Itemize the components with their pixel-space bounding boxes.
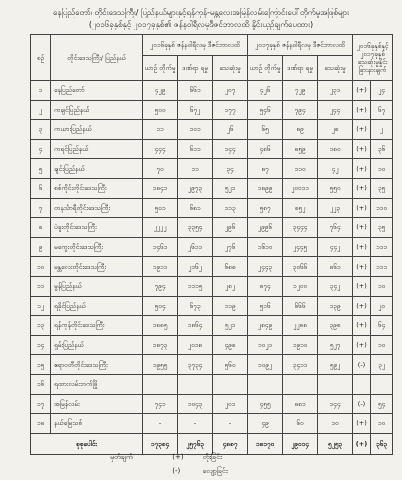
injured-2016: ၂၆၁၁ (178, 237, 213, 257)
header-injured-2017: ဒဏ်ရာ ရမှု (283, 56, 318, 81)
table-row (31, 159, 393, 179)
table-row (31, 218, 393, 238)
injured-2016: ၂၀၁၈ (178, 335, 213, 355)
death-diff: ၂ (371, 120, 393, 140)
region-name: ရှမ်းပြည်နယ် (51, 335, 143, 355)
deaths-2017: ၄၄၂ (318, 237, 353, 257)
deaths-2017: ၂၈ (318, 120, 353, 140)
deaths-2017: ၁၀ (318, 414, 353, 434)
total-injured-2017: ၂၉၀၁၄ (283, 433, 318, 454)
death-diff: ၁၀ (371, 276, 393, 296)
accidents-2016: ၂၂၂၂ (143, 218, 178, 238)
death-diff: ၃၅ (371, 178, 393, 198)
injured-2017: ၁၉၁၀ (283, 335, 318, 355)
diff-sign: (+) (353, 237, 371, 257)
total-label: စုစုပေါင်း (31, 433, 143, 454)
deaths-2017: ၂၃၁ (318, 81, 353, 101)
accidents-2017: ၆၅ (248, 120, 283, 140)
region-name: အမြန်လမ်း (51, 394, 143, 414)
row-number: ၆ (31, 178, 51, 198)
report-subtitle: (၂၀၁၆ခုနှစ်နှင့် ၂၀၁၇ခုနှစ်၏ ဇန်နဝါရီလမှဒီဇင်ဘာလထိ နှိုင်းယှဉ်ချက်ပေထား) (88, 20, 314, 29)
total-accidents-2016: ၁၇၃၈၄ (143, 433, 178, 454)
header-deaths-2017: သေဆုံးမှု (318, 56, 353, 81)
legend-plus-symbol: (+) (172, 453, 184, 461)
accidents-2017: ၁၆၁၀ (248, 237, 283, 257)
row-number: ၈ (31, 218, 51, 238)
accidents-2017: ၈၇၄ (248, 276, 283, 296)
accidents-2016: ၄၂၉ (143, 81, 178, 101)
accidents-2016: ၁၄၆၁ (143, 237, 178, 257)
injured-2016: ၆၆၁ (178, 81, 213, 101)
injured-2017: ၃၄၁၁ (283, 355, 318, 375)
injured-2017: ၆၆၆ (283, 296, 318, 316)
death-diff (371, 374, 393, 394)
injured-2016: ၁၁၁၅ (178, 276, 213, 296)
injured-2016: - (178, 414, 213, 434)
injured-2017: ၁၂၀၀ (283, 276, 318, 296)
accidents-2017 (248, 374, 283, 394)
deaths-2016: ၁၄၄ (213, 139, 248, 159)
diff-sign: (+) (353, 218, 371, 238)
table-row (31, 120, 393, 140)
region-name: ပဲခူးတိုင်းဒေသကြီး (51, 218, 143, 238)
legend-plus (110, 453, 222, 462)
total-deaths-2016: ၄၈၈၇ (213, 433, 248, 454)
injured-2017: ၇၂၉ (283, 81, 318, 101)
row-number: ၁၆ (31, 374, 51, 394)
injured-2016 (178, 374, 213, 394)
deaths-2016: ၁၁၉ (213, 296, 248, 316)
injured-2017: ၂၄၄၅ (283, 237, 318, 257)
deaths-2017: ၃၄၂ (318, 276, 353, 296)
accidents-2016: ၇၄၁ (143, 394, 178, 414)
death-diff: ၆၄ (371, 316, 393, 336)
accidents-2017: ၄၉ (248, 414, 283, 434)
table-row (31, 276, 393, 296)
row-number: ၁၄ (31, 335, 51, 355)
deaths-2017: ၁၃၉ (318, 296, 353, 316)
header-compare: ၂၀၁၆ခုနှစ်နှင့် ၂၀၁၇ခုနှစ် သေဆုံးမှုနှိုင်း ခြားနားချက် (353, 35, 393, 81)
region-name: နေပြည်တော် (51, 81, 143, 101)
injured-2016: ၁၁ (178, 159, 213, 179)
deaths-2016: ၂၀၁ (213, 394, 248, 414)
death-diff: ၃၅ (371, 218, 393, 238)
total-sign: (+) (353, 433, 371, 454)
accidents-2016: - (143, 414, 178, 434)
injured-2016: ၆၇၂ (178, 100, 213, 120)
deaths-2016: ၄၉၈ (213, 335, 248, 355)
diff-sign: (+) (353, 198, 371, 218)
deaths-2017: ၂၂၃ (318, 198, 353, 218)
table-row (31, 198, 393, 218)
accidents-2017: ၅၄၆ (248, 100, 283, 120)
accidents-2017: ၄၈၆ (248, 139, 283, 159)
deaths-2016: ၅၂၁ (213, 178, 248, 198)
table-row (31, 81, 393, 101)
deaths-2016: ၂၇၆ (213, 237, 248, 257)
deaths-2017 (318, 374, 353, 394)
legend-minus-symbol: (-) (172, 467, 181, 475)
death-diff: ၁၁၁ (371, 237, 393, 257)
row-number: ၁ (31, 81, 51, 101)
accidents-2017: ၄၅၅ (248, 394, 283, 414)
accidents-2016: ၄၄၄ (143, 139, 178, 159)
injured-2017: ၈၈၁ (283, 394, 318, 414)
injured-2016: ၁၀၄၃ (178, 394, 213, 414)
accident-table (30, 34, 393, 455)
death-diff: ၂၀ (371, 296, 393, 316)
injured-2016: ၁၈၆၄ (178, 316, 213, 336)
legend-minus (110, 467, 228, 476)
deaths-2017: ၁၈၀ (318, 139, 353, 159)
injured-2016: ၁၀၁ (178, 120, 213, 140)
death-diff: ၁၁၀ (371, 198, 393, 218)
injured-2017: ၈၅၂ (283, 198, 318, 218)
row-number: ၅ (31, 159, 51, 179)
header-region: တိုင်းဒေသကြီး/ ပြည်နယ် (51, 35, 143, 81)
table-row (31, 316, 393, 336)
total-deaths-2017: ၅၂၅၃ (318, 433, 353, 454)
accidents-2016: ၅၀၄ (143, 296, 178, 316)
death-diff: ၁၀ (371, 159, 393, 179)
injured-2016: ၆၁၁ (178, 139, 213, 159)
region-name: ရထားလမ်းဘက်ဖြို (51, 374, 143, 394)
accidents-2016: ၁၈၈၅ (143, 316, 178, 336)
accidents-2016: ၅၀၀ (143, 100, 178, 120)
deaths-2017: ၂၄၄ (318, 100, 353, 120)
accidents-2016: ၅၀၁ (143, 198, 178, 218)
header-2016: ၂၀၁၆ခုနှစ် ဇန်နဝါရီလမှ ဒီဇင်ဘာလထိ (143, 35, 248, 56)
injured-2016: ၃၇၃၄ (178, 355, 213, 375)
diff-sign: (+) (353, 414, 371, 434)
accidents-2017: ၅၈၇ (248, 198, 283, 218)
accidents-2016 (143, 374, 178, 394)
accidents-2016: ၁၈၄၁ (143, 178, 178, 198)
table-row (31, 100, 393, 120)
region-name: ရခိုင်ပြည်နယ် (51, 296, 143, 316)
row-number: ၁၂ (31, 296, 51, 316)
diff-sign: (+) (353, 335, 371, 355)
row-number: ၃ (31, 120, 51, 140)
region-name: ရန်ကုန်တိုင်းဒေသကြီး (51, 316, 143, 336)
table-row (31, 139, 393, 159)
legend-plus-text: တိုးခြင်း (202, 453, 222, 461)
header-deaths-2016: သေဆုံးမှု (213, 56, 248, 81)
accidents-2017: ၁၀၉၂ (248, 355, 283, 375)
region-name: ဧရာဝတီတိုင်းဒေသကြီး (51, 355, 143, 375)
table-row (31, 374, 393, 394)
accidents-2016: ၁၁ (143, 120, 178, 140)
injured-2017: ၂၀၀၁၁ (283, 178, 318, 198)
injured-2017: ၇၉၄ (283, 100, 318, 120)
row-number: ၇ (31, 198, 51, 218)
accidents-2016: ၁၉၁၁ (143, 257, 178, 277)
diff-sign: (+) (353, 296, 371, 316)
injured-2016: ၆၈၁ (178, 198, 213, 218)
row-number: ၁၈ (31, 414, 51, 434)
region-name: မကွေးတိုင်းဒေသကြီး (51, 237, 143, 257)
total-accidents-2017: ၁၈၁၇၀ (248, 433, 283, 454)
death-diff: ၃၂ (371, 355, 393, 375)
injured-2017: ၂၂၈၈ (283, 316, 318, 336)
diff-sign: (+) (353, 159, 371, 179)
injured-2017: ၃၄၄၄ (283, 218, 318, 238)
injured-2017 (283, 374, 318, 394)
injured-2017: ၁၁၀ (283, 159, 318, 179)
injured-2017: ၆၀ (283, 414, 318, 434)
accidents-2016: ၇၀ (143, 159, 178, 179)
region-name: တနင်္သာရီတိုင်းဒေသကြီး (51, 198, 143, 218)
region-name: မန္တလေးတိုင်းဒေသကြီး (51, 257, 143, 277)
table-row (31, 178, 393, 198)
death-diff: ၁၁၁ (371, 257, 393, 277)
deaths-2017: ၃၉၈ (318, 316, 353, 336)
region-name: ချင်းပြည်နယ် (51, 159, 143, 179)
region-name: ကချင်ပြည်နယ် (51, 100, 143, 120)
death-diff: ၃၆ (371, 139, 393, 159)
deaths-2016: - (213, 414, 248, 434)
deaths-2017: ၈၆၁ (318, 257, 353, 277)
death-diff: ၁၀ (371, 414, 393, 434)
death-diff: ၅၄ (371, 394, 393, 414)
table-row (31, 257, 393, 277)
accidents-2017: ၈၇ (248, 159, 283, 179)
deaths-2016: ၆၈၈ (213, 257, 248, 277)
injured-2017: ၃၀၆၆ (283, 257, 318, 277)
table-row (31, 296, 393, 316)
accidents-2016: ၁၈၇၃ (143, 335, 178, 355)
deaths-2016: ၃၄ (213, 159, 248, 179)
row-number: ၂ (31, 100, 51, 120)
diff-sign: (+) (353, 120, 371, 140)
row-number: ၁၁ (31, 276, 51, 296)
table-row (31, 394, 393, 414)
deaths-2017: ၇၆၄ (318, 218, 353, 238)
deaths-2016 (213, 374, 248, 394)
row-number: ၁၃ (31, 316, 51, 336)
header-2017: ၂၀၁၇ခုနှစ် ဇန်နဝါရီလမှ ဒီဇင်ဘာလထိ (248, 35, 353, 56)
deaths-2016: ၅၂၁ (213, 316, 248, 336)
injured-2016: ၃၃၅၄ (178, 218, 213, 238)
region-name: ကယားပြည်နယ် (51, 120, 143, 140)
table-row (31, 335, 393, 355)
region-name: မွန်ပြည်နယ် (51, 276, 143, 296)
accidents-2017: ၂၉၉၆ (248, 218, 283, 238)
accidents-2017: ၂၈၄၉ (248, 316, 283, 336)
total-injured-2016: ၂၅၇၆၃ (178, 433, 213, 454)
deaths-2016: ၂၀၇ (213, 81, 248, 101)
death-diff: ၁၀ (371, 335, 393, 355)
table-row (31, 355, 393, 375)
deaths-2017: ၄၂ (318, 159, 353, 179)
legend-label: မှတ်ချက် (110, 453, 133, 461)
table-body (31, 81, 393, 434)
legend-minus-text: လျော့ခြင်း (202, 467, 228, 475)
table-row (31, 414, 393, 434)
diff-sign: (-) (353, 355, 371, 375)
injured-2017: ၈၉ (283, 120, 318, 140)
injured-2016: ၂၁၆၂ (178, 257, 213, 277)
row-number: ၁၅ (31, 355, 51, 375)
death-diff: ၂၄ (371, 81, 393, 101)
deaths-2017: ၁၄၄ (318, 394, 353, 414)
diff-sign: (+) (353, 139, 371, 159)
total-diff: ၃၆၃ (371, 433, 393, 454)
accidents-2017: ၁၈၉၉ (248, 178, 283, 198)
diff-sign: (-) (353, 394, 371, 414)
deaths-2016: ၂၈၂ (213, 276, 248, 296)
deaths-2016: ၂၉၆ (213, 218, 248, 238)
accidents-2016: ၇၉၄ (143, 276, 178, 296)
accidents-2016: ၁၉၅၅ (143, 355, 178, 375)
table-row (31, 237, 393, 257)
row-number: ၄ (31, 139, 51, 159)
injured-2016: ၂၉၇၃ (178, 178, 213, 198)
diff-sign: (+) (353, 178, 371, 198)
deaths-2017: ၅၉၂ (318, 355, 353, 375)
injured-2017: ၈၅၉ (283, 139, 318, 159)
accidents-2017: ၁၀၂၁ (248, 335, 283, 355)
diff-sign: (+) (353, 257, 371, 277)
deaths-2016: ၁၁၃ (213, 198, 248, 218)
header-accidents-2016: ယာဉ် တိုက်မှု (143, 56, 178, 81)
diff-sign: (+) (353, 276, 371, 296)
accidents-2017: ၅၁၆ (248, 296, 283, 316)
accidents-2017: ၂၄၄၃ (248, 257, 283, 277)
accidents-2017: ၄၂၆ (248, 81, 283, 101)
report-title: နေပြည်တော်၊ တိုင်းဒေသကြီး/ ပြည်နယ်များနှင့်ရန်ကုန်-မန္တလေးအမြန်လမ်းကြောင်းပေါ်တိုက်မှုအဖြစ်များ (53, 8, 349, 17)
header-accidents-2017: ယာဉ် တိုက်မှု (248, 56, 283, 81)
row-number: ၉ (31, 237, 51, 257)
deaths-2016: ၂၆ (213, 120, 248, 140)
diff-sign: (+) (353, 100, 371, 120)
deaths-2017: ၅၅၀ (318, 178, 353, 198)
row-number: ၁၀ (31, 257, 51, 277)
region-name: စစ်ကိုင်းတိုင်းဒေသကြီး (51, 178, 143, 198)
diff-sign (353, 374, 371, 394)
total-row (31, 433, 393, 454)
row-number: ၁၇ (31, 394, 51, 414)
deaths-2016: ၁၇၇ (213, 100, 248, 120)
region-name: ကရင်ပြည်နယ် (51, 139, 143, 159)
injured-2016: ၆၇၃ (178, 296, 213, 316)
header-injured-2016: ဒဏ်ရာ ရမှု (178, 56, 213, 81)
death-diff: ၆၇ (371, 100, 393, 120)
deaths-2017: ၅၂၇ (318, 335, 353, 355)
diff-sign: (+) (353, 81, 371, 101)
region-name: နယ်မြေသစ် (51, 414, 143, 434)
header-no: စဉ် (31, 35, 51, 81)
deaths-2016: ၅၆၀ (213, 355, 248, 375)
diff-sign: (+) (353, 316, 371, 336)
